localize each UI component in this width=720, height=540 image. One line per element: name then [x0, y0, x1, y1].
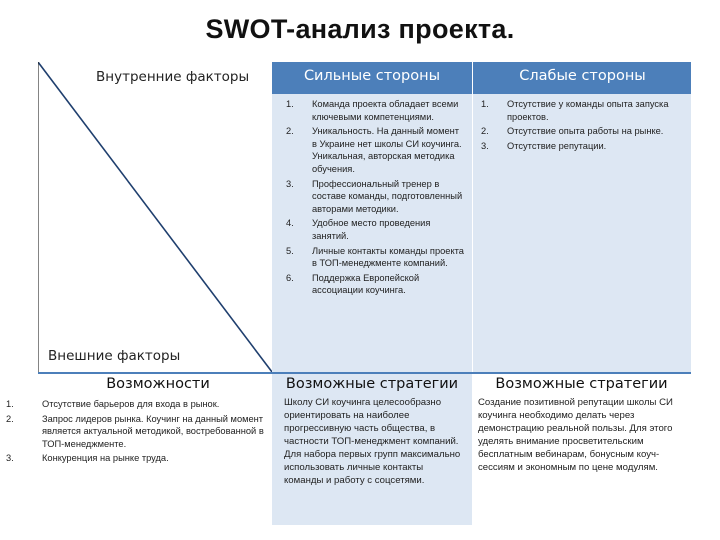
opportunities-header: Возможности — [106, 376, 210, 392]
list-item: 2. Запрос лидеров рынка. Коучинг на данный момент является актуальной методикой, востребованной в ТОП-менеджменте. — [6, 413, 264, 449]
strengths-header-cell — [272, 62, 472, 94]
weaknesses-header-cell — [472, 62, 691, 94]
diagonal-line — [38, 62, 272, 372]
list-item: 2. Отсутствие опыта работы на рынке. — [481, 126, 664, 137]
opportunities-list — [6, 398, 266, 467]
list-item: 1. Команда проекта обладает всеми ключевыми компетенциями. — [286, 99, 459, 122]
list-item: 3. Отсутствие репутации. — [481, 140, 607, 151]
strengths-header: Сильные стороны — [303, 68, 441, 84]
page-title: SWOT-анализ проекта. — [205, 14, 515, 44]
weaknesses-body — [472, 94, 691, 372]
list-item: 3. Профессиональный тренер в составе команды, подготовленный авторами методики. — [286, 178, 463, 214]
weaknesses-list — [481, 98, 681, 154]
list-item: 5. Личные контакты команды проекта в ТОП-менеджменте компаний. — [286, 245, 464, 269]
list-item: 3. Конкуренция на рынке труда. — [6, 453, 169, 464]
list-item: 6. Поддержка Европейской ассоциации коучинга. — [286, 272, 420, 296]
corner-cell — [38, 62, 272, 372]
swot-table — [6, 62, 691, 525]
strategy-wo-cell — [472, 372, 691, 525]
list-item: 4. Удобное место проведения занятий. — [286, 218, 431, 241]
opportunities-cell — [6, 372, 272, 525]
strategy-so-cell — [272, 372, 472, 525]
list-item: 1. Отсутствие барьеров для входа в рынок. — [6, 399, 220, 409]
weaknesses-header: Слабые стороны — [519, 68, 646, 84]
strategy-wo-text: Создание позитивной репутации школы СИ коучинга необходимо делать через демонстрацию реальной пользы. Для этого уделять внимание просветительским бесплатным вебинарам, бонусным коуч-сессиям и экономным по цене модулям. — [478, 397, 673, 473]
list-item: 2. Уникальность. На данный момент в Украине нет школы СИ коучинга. Уникальная, авторская методика обучения. — [286, 126, 462, 174]
list-item: 1. Отсутствие у команды опыта запуска проектов. — [481, 99, 669, 122]
strengths-body — [272, 94, 472, 372]
internal-factors-label: Внутренние факторы — [96, 69, 250, 85]
strategy-so-text: Школу СИ коучинга целесообразно ориентировать на наиболее прогрессивную часть общества, в частности ТОП-менеджмент компаний. Для набора первых групп максимально использовать личные контакты команды и работу с соцсетями. — [284, 397, 461, 486]
strategy-wo-header: Возможные стратегии — [495, 376, 668, 392]
strengths-list — [286, 98, 464, 299]
strategy-so-header: Возможные стратегии — [285, 376, 459, 392]
external-factors-label: Внешние факторы — [48, 348, 181, 364]
